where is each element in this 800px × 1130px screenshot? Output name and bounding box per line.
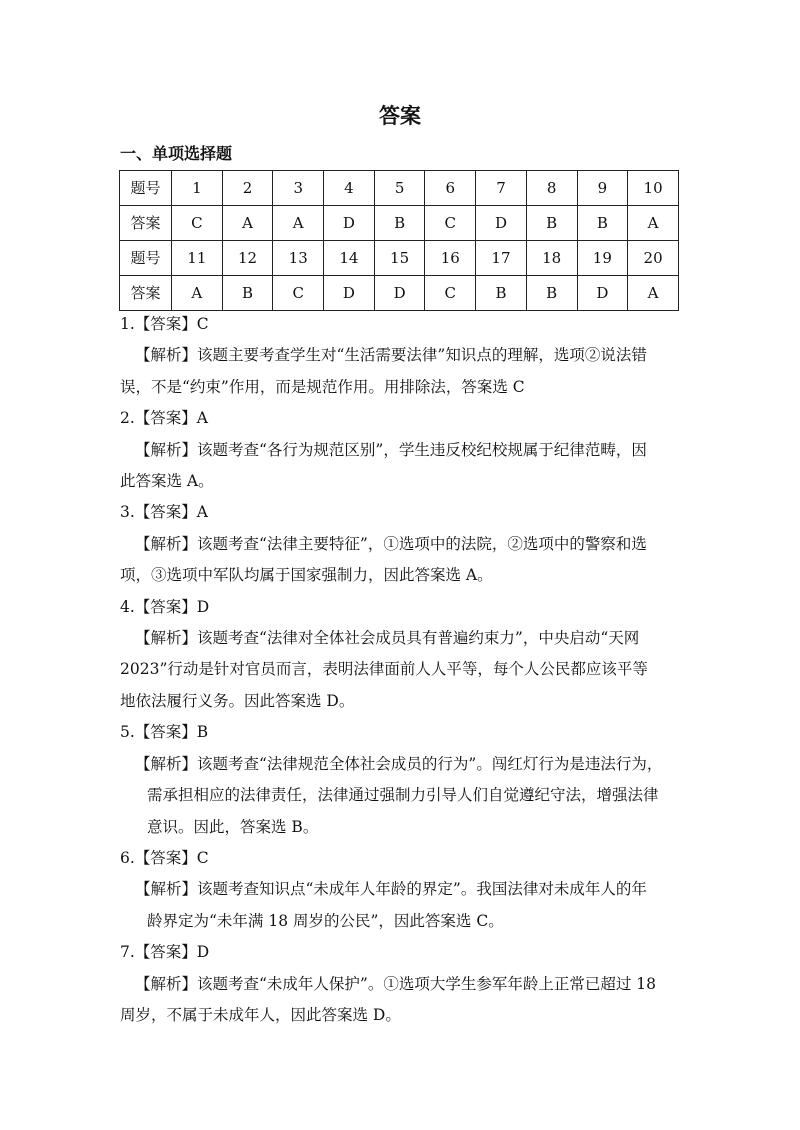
- answer-item: [120, 309, 690, 403]
- answer-item: [120, 403, 690, 497]
- section-title: 一、单项选择题: [120, 144, 233, 163]
- table-cell: 19: [577, 241, 628, 276]
- row-header-cell: 题号: [120, 171, 172, 206]
- row-header-cell: 答案: [120, 206, 172, 241]
- explanation-line: 【解析】该题考查“法律规范全体社会成员的行为”。闯红灯行为是违法行为，: [135, 754, 663, 773]
- answer-line: 1.【答案】C: [120, 315, 209, 333]
- table-cell: C: [425, 276, 476, 311]
- table-cell: D: [577, 276, 628, 311]
- explanation-continuation: 地依法履行义务。因此答案选 D。: [120, 691, 355, 710]
- table-cell: 3: [273, 171, 324, 206]
- table-cell: 5: [374, 171, 425, 206]
- table-cell: 10: [628, 171, 679, 206]
- explanation-continuation: 项，③选项中军队均属于国家强制力，因此答案选 A。: [120, 566, 493, 585]
- table-cell: A: [222, 206, 273, 241]
- table-cell: A: [273, 206, 324, 241]
- table-row: [120, 206, 679, 241]
- table-cell: 4: [324, 171, 375, 206]
- table-cell: 12: [222, 241, 273, 276]
- table-cell: 15: [374, 241, 425, 276]
- explanation-continuation: 需承担相应的法律责任，法律通过强制力引导人们自觉遵纪守法，增强法律: [147, 786, 659, 805]
- table-cell: B: [577, 206, 628, 241]
- explanation-continuation: 周岁，不属于未成年人，因此答案选 D。: [120, 1005, 401, 1024]
- table-cell: D: [476, 206, 527, 241]
- table-cell: 20: [628, 241, 679, 276]
- answer-item: [120, 937, 690, 1031]
- explanation-continuation: 2023”行动是针对官员而言，表明法律面前人人平等，每个人公民都应该平等: [120, 660, 648, 679]
- table-cell: D: [324, 276, 375, 311]
- table-row: [120, 171, 679, 206]
- table-row: [120, 241, 679, 276]
- table-cell: 13: [273, 241, 324, 276]
- table-cell: 6: [425, 171, 476, 206]
- table-cell: B: [526, 206, 577, 241]
- explanation-line: 【解析】该题考查“未成年人保护”。①选项大学生参军年龄上正常已超过 18: [135, 974, 657, 993]
- explanation-line: 【解析】该题考查知识点“未成年人年龄的界定”。我国法律对未成年人的年: [135, 880, 647, 899]
- table-cell: A: [628, 276, 679, 311]
- table-cell: 11: [172, 241, 223, 276]
- table-cell: A: [628, 206, 679, 241]
- table-row: [120, 276, 679, 311]
- answer-item: [120, 592, 690, 718]
- answer-line: 7.【答案】D: [120, 943, 210, 962]
- table-cell: 18: [526, 241, 577, 276]
- explanation-line: 【解析】该题考查“法律对全体社会成员具有普遍约束力”，中央启动“天网: [135, 629, 640, 648]
- answer-item: [120, 497, 690, 591]
- explanation-line: 【解析】该题考查“各行为规范区别”，学生违反校纪校规属于纪律范畴，因: [135, 440, 647, 459]
- table-cell: 14: [324, 241, 375, 276]
- table-cell: 8: [526, 171, 577, 206]
- table-cell: A: [172, 276, 223, 311]
- table-cell: C: [425, 206, 476, 241]
- answer-line: 3.【答案】A: [120, 503, 208, 522]
- row-header-cell: 答案: [120, 276, 172, 311]
- page-title: 答案: [379, 103, 421, 128]
- table-cell: 9: [577, 171, 628, 206]
- answer-item: [120, 717, 690, 843]
- table-cell: B: [526, 276, 577, 311]
- answer-line: 6.【答案】C: [120, 848, 209, 867]
- table-cell: C: [273, 276, 324, 311]
- table-cell: D: [374, 276, 425, 311]
- answer-line: 2.【答案】A: [120, 409, 208, 428]
- table-cell: 1: [172, 171, 223, 206]
- explanation-continuation: 此答案选 A。: [120, 472, 214, 491]
- explanation-line: 【解析】该题主要考查学生对“生活需要法律”知识点的理解，选项②说法错: [135, 346, 647, 365]
- answer-line: 5.【答案】B: [120, 723, 209, 742]
- explanation-continuation: 误，不是“约束”作用，而是规范作用。用排除法，答案选 C: [120, 377, 525, 396]
- table-cell: 16: [425, 241, 476, 276]
- answer-item: [120, 843, 690, 937]
- table-cell: 7: [476, 171, 527, 206]
- table-cell: B: [374, 206, 425, 241]
- table-cell: C: [172, 206, 223, 241]
- table-cell: D: [324, 206, 375, 241]
- table-cell: 2: [222, 171, 273, 206]
- explanations: [120, 309, 690, 1031]
- table-cell: 17: [476, 241, 527, 276]
- explanation-continuation: 意识。因此，答案选 B。: [147, 817, 319, 836]
- table-cell: B: [222, 276, 273, 311]
- table-cell: B: [476, 276, 527, 311]
- row-header-cell: 题号: [120, 241, 172, 276]
- explanation-line: 【解析】该题考查“法律主要特征”，①选项中的法院，②选项中的警察和选: [135, 534, 647, 553]
- answer-line: 4.【答案】D: [120, 597, 210, 616]
- explanation-continuation: 龄界定为“未年满 18 周岁的公民”，因此答案选 C。: [147, 911, 504, 930]
- answer-table: [119, 170, 679, 311]
